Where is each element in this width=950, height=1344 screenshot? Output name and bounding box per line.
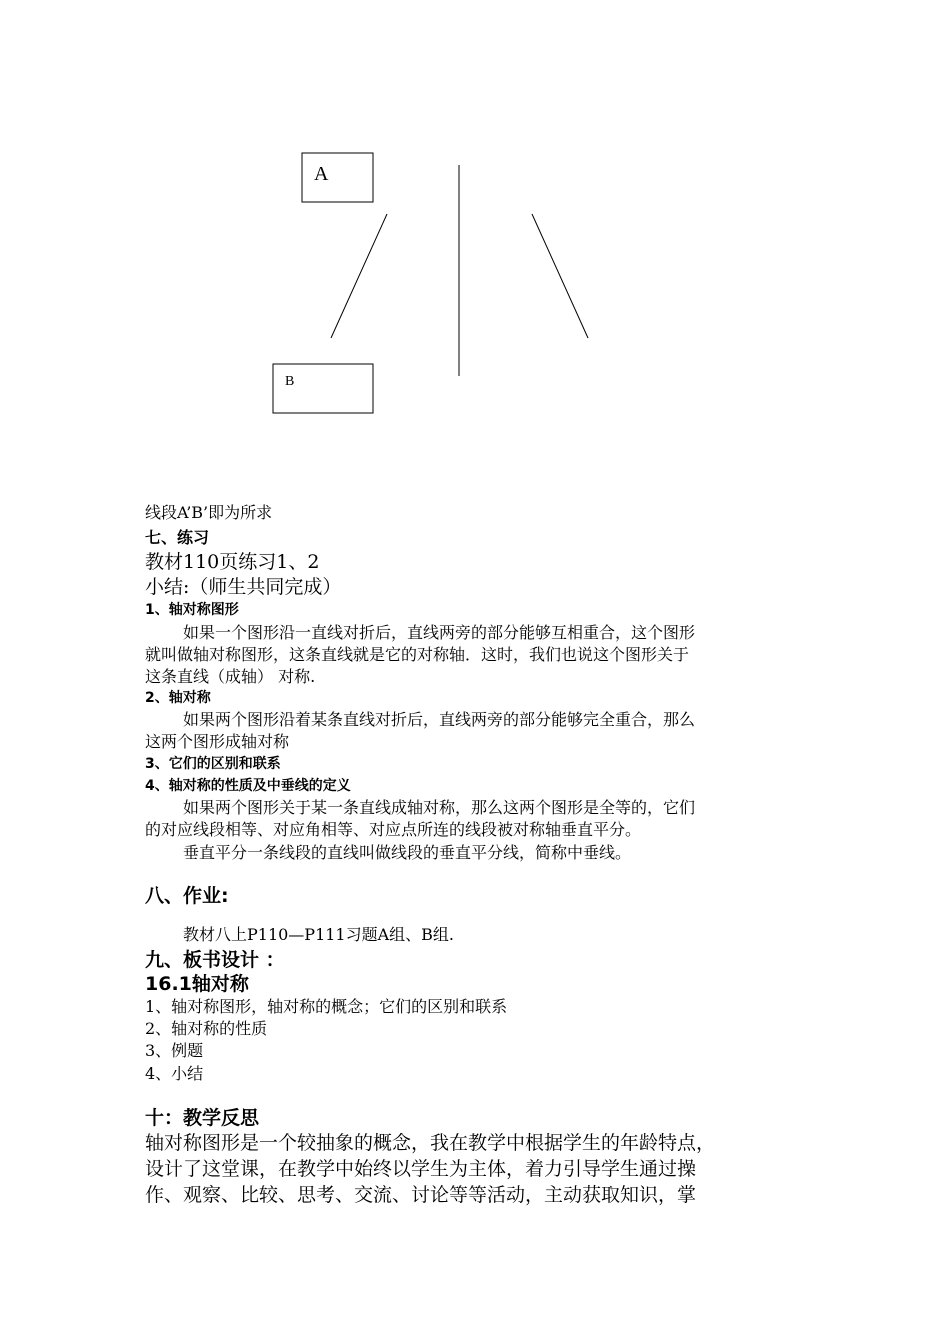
heading-exercise: 七、练习 xyxy=(145,528,210,547)
reflection-line1: 轴对称图形是一个较抽象的概念，我在教学中根据学生的年龄特点， xyxy=(145,1132,716,1154)
section2-para-line1: 如果两个图形沿着某条直线对折后，直线两旁的部分能够完全重合，那么 xyxy=(183,710,696,729)
board-item-4: 4、小结 xyxy=(145,1064,204,1083)
section4-para-line1: 如果两个图形关于某一条直线成轴对称，那么这两个图形是全等的，它们 xyxy=(183,798,696,817)
board-item-1: 1、轴对称图形，轴对称的概念；它们的区别和联系 xyxy=(145,997,508,1016)
symmetry-diagram xyxy=(0,0,950,480)
box-a-label: A xyxy=(314,163,329,185)
heading-reflection: 十：教学反思 xyxy=(145,1107,260,1129)
section4-para-line3: 垂直平分一条线段的直线叫做线段的垂直平分线，简称中垂线。 xyxy=(183,843,632,862)
board-item-2: 2、轴对称的性质 xyxy=(145,1019,268,1038)
section4-title: 4、轴对称的性质及中垂线的定义 xyxy=(145,778,351,794)
section2-title: 2、轴对称 xyxy=(145,690,211,706)
box-a xyxy=(302,153,373,202)
section1-title: 1、轴对称图形 xyxy=(145,602,239,618)
section1-para-line3: 这条直线（成轴） 对称. xyxy=(145,667,316,686)
section1-para-line2: 就叫做轴对称图形，这条直线就是它的对称轴．这时，我们也说这个图形关于 xyxy=(145,645,690,664)
exercise-line: 教材110页练习1、2 xyxy=(145,551,320,573)
section3-title: 3、它们的区别和联系 xyxy=(145,756,281,772)
segment-a-prime-b-prime xyxy=(532,214,588,338)
segment-ab xyxy=(331,214,387,338)
result-line: 线段A’B’即为所求 xyxy=(145,503,273,522)
heading-homework: 八、作业: xyxy=(145,885,229,907)
box-b-label: B xyxy=(285,374,295,389)
section2-para-line2: 这两个图形成轴对称 xyxy=(145,732,290,751)
board-title: 16.1轴对称 xyxy=(145,973,249,995)
board-item-3: 3、例题 xyxy=(145,1041,204,1060)
homework-line: 教材八上P110—P111习题A组、B组. xyxy=(183,925,455,944)
reflection-line3: 作、观察、比较、思考、交流、讨论等等活动，主动获取知识，掌 xyxy=(145,1184,697,1206)
section4-para-line2: 的对应线段相等、对应角相等、对应点所连的线段被对称轴垂直平分。 xyxy=(145,820,642,839)
heading-board-design: 九、板书设计 ： xyxy=(145,949,285,971)
section1-para-line1: 如果一个图形沿一直线对折后，直线两旁的部分能够互相重合，这个图形 xyxy=(183,623,696,642)
reflection-line2: 设计了这堂课，在教学中始终以学生为主体，着力引导学生通过操 xyxy=(145,1158,697,1180)
summary-line: 小结:（师生共同完成） xyxy=(145,576,342,598)
